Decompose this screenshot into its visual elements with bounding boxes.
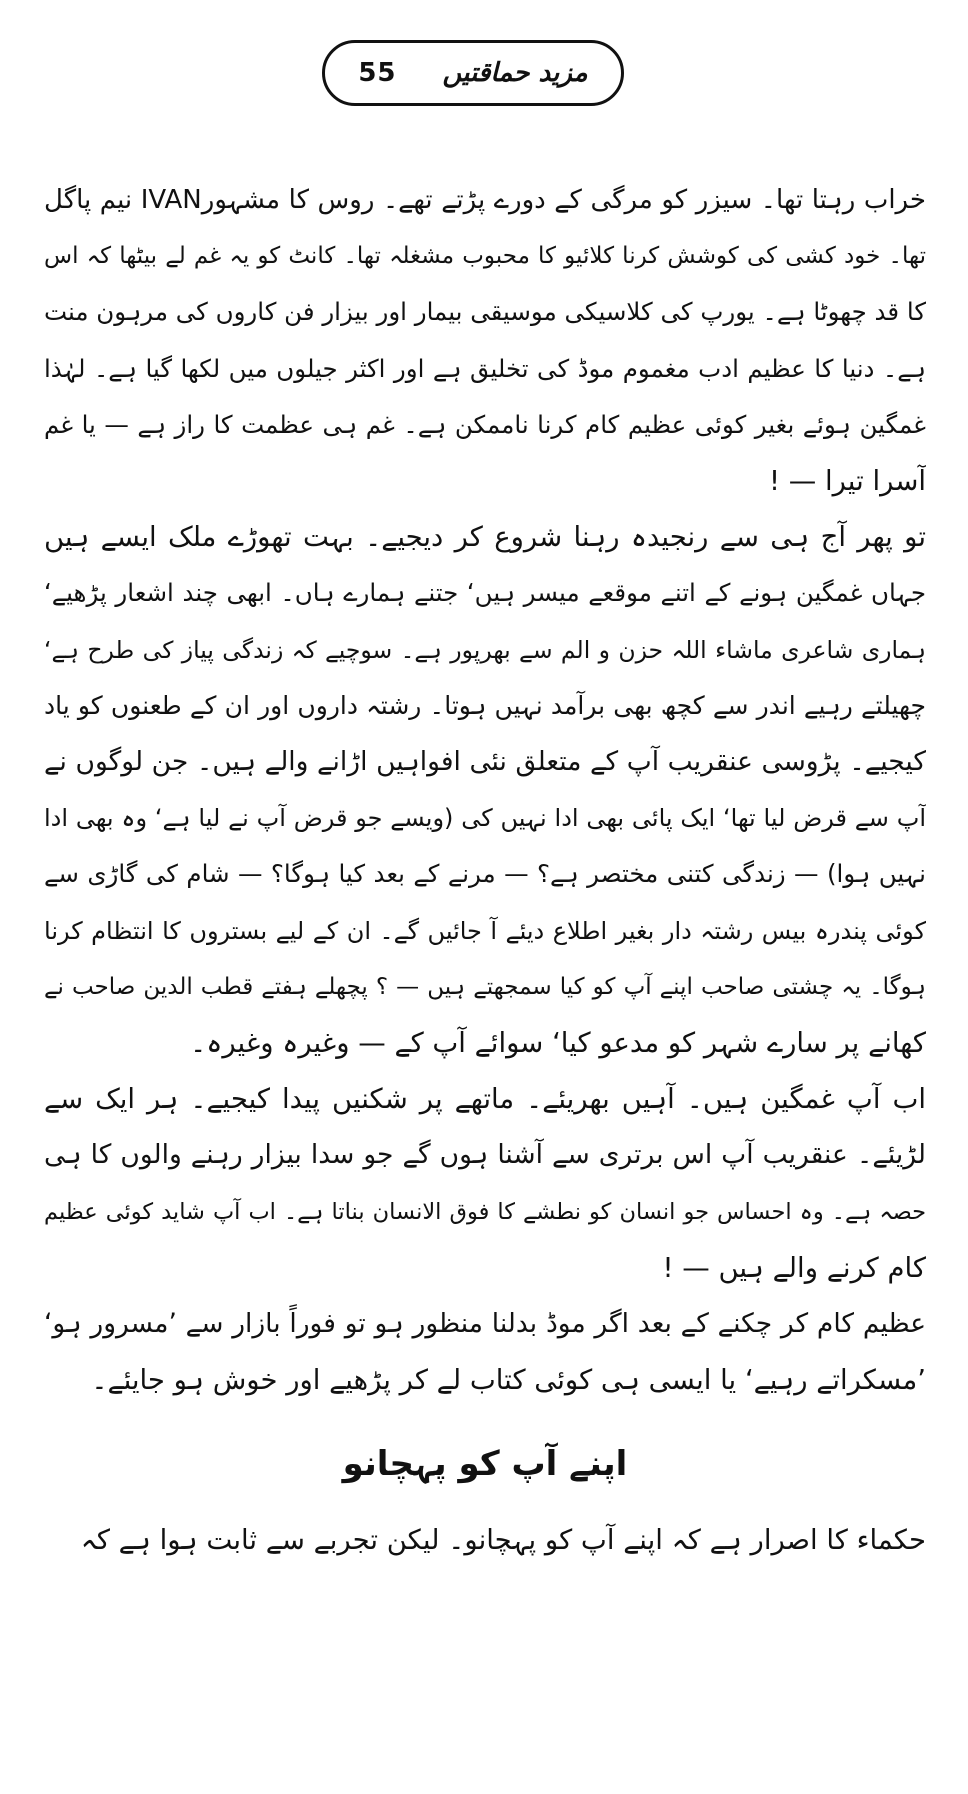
- text-line: حصہ ہے۔ وہ احساس جو انسان کو نطشے کا فوق الانسان بناتا ہے۔ اب آپ شاید کوئی عظیم: [44, 1198, 926, 1225]
- page-body: [44, 172, 926, 1569]
- paragraph: [44, 172, 926, 509]
- text-line: ’مسکراتے رہیے‘ یا ایسی ہی کوئی کتاب لے کر پڑھیے اور خوش ہو جایئے۔: [91, 1364, 926, 1397]
- text-line: کھانے پر سارے شہر کو مدعو کیا‘ سوائے آپ کے — وغیرہ وغیرہ۔: [190, 1027, 926, 1060]
- text-line: خراب رہتا تھا۔ سیزر کو مرگی کے دورے پڑتے تھے۔ روس کا مشہورIVAN نیم پاگل: [44, 185, 926, 215]
- page-number: 55: [358, 58, 397, 88]
- text-line: تو پھر آج ہی سے رنجیدہ رہنا شروع کر دیجیے۔ بہت تھوڑے ملک ایسے ہیں: [44, 521, 926, 554]
- paragraph: [44, 1296, 926, 1408]
- text-line: جہاں غمگین ہونے کے اتنے موقعے میسر ہیں‘ جتنے ہمارے ہاں۔ ابھی چند اشعار پڑھیے‘: [44, 578, 926, 608]
- running-title: مزید حماقتیں: [442, 58, 588, 88]
- text-line: آسرا تیرا — !: [768, 465, 926, 498]
- text-line: تھا۔ خود کشی کی کوشش کرنا کلائیو کا محبوب مشغلہ تھا۔ کانٹ کو یہ غم لے بیٹھا کہ اس: [44, 243, 926, 270]
- text-line: چھیلتے رہیے اندر سے کچھ بھی برآمد نہیں ہوتا۔ رشتہ داروں اور ان کے طعنوں کو یاد: [44, 690, 926, 720]
- text-line: ہماری شاعری ماشاء اللہ حزن و الم سے بھرپور ہے۔ سوچیے کہ زندگی پیاز کی طرح ہے‘: [44, 635, 926, 664]
- text-line: ہے۔ دنیا کا عظیم ادب مغموم موڈ کی تخلیق ہے اور اکثر جیلوں میں لکھا گیا ہے۔ لہٰذا: [44, 353, 926, 383]
- page-header: [322, 40, 624, 106]
- paragraph: [44, 1512, 926, 1568]
- text-line: کا قد چھوٹا ہے۔ یورپ کی کلاسیکی موسیقی بیمار اور بیزار فن کاروں کی مرہون منت: [44, 297, 926, 327]
- text-line: نہیں ہوا) — زندگی کتنی مختصر ہے؟ — مرنے کے بعد کیا ہوگا؟ — شام کی گاڑی سے: [44, 859, 926, 889]
- text-line: کوئی پندرہ بیس رشتہ دار بغیر اطلاع دیئے آ جائیں گے۔ ان کے لیے بستروں کا انتظام کرنا: [44, 916, 926, 945]
- text-line: لڑیئے۔ عنقریب آپ اس برتری سے آشنا ہوں گے جو سدا بیزار رہنے والوں کا ہی: [44, 1139, 926, 1171]
- section-heading: اپنے آپ کو پہچانو: [342, 1444, 628, 1485]
- text-line: اب آپ غمگین ہیں۔ آہیں بھریئے۔ ماتھے پر شکنیں پیدا کیجیے۔ ہر ایک سے: [44, 1083, 926, 1116]
- text-line: کیجیے۔ پڑوسی عنقریب آپ کے متعلق نئی افواہیں اڑانے والے ہیں۔ جن لوگوں نے: [44, 746, 926, 778]
- text-line: آپ سے قرض لیا تھا‘ ایک پائی بھی ادا نہیں کی (ویسے جو قرض آپ نے لیا ہے‘ وہ بھی ادا: [44, 804, 926, 833]
- text-line: عظیم کام کر چکنے کے بعد اگر موڈ بدلنا منظور ہو تو فوراً بازار سے ’مسرور ہو‘: [44, 1308, 926, 1340]
- text-line: حکماء کا اصرار ہے کہ اپنے آپ کو پہچانو۔ لیکن تجربے سے ثابت ہوا ہے کہ: [80, 1524, 926, 1557]
- paragraph: [44, 509, 926, 1071]
- text-line: غمگین ہوئے بغیر کوئی عظیم کام کرنا ناممکن ہے۔ غم ہی عظمت کا راز ہے — یا غم: [44, 409, 926, 439]
- paragraph: [44, 1071, 926, 1296]
- text-line: کام کرنے والے ہیں — !: [662, 1251, 926, 1284]
- text-line: ہوگا۔ یہ چشتی صاحب اپنے آپ کو کیا سمجھتے ہیں — ؟ پچھلے ہفتے قطب الدین صاحب نے: [44, 973, 926, 1000]
